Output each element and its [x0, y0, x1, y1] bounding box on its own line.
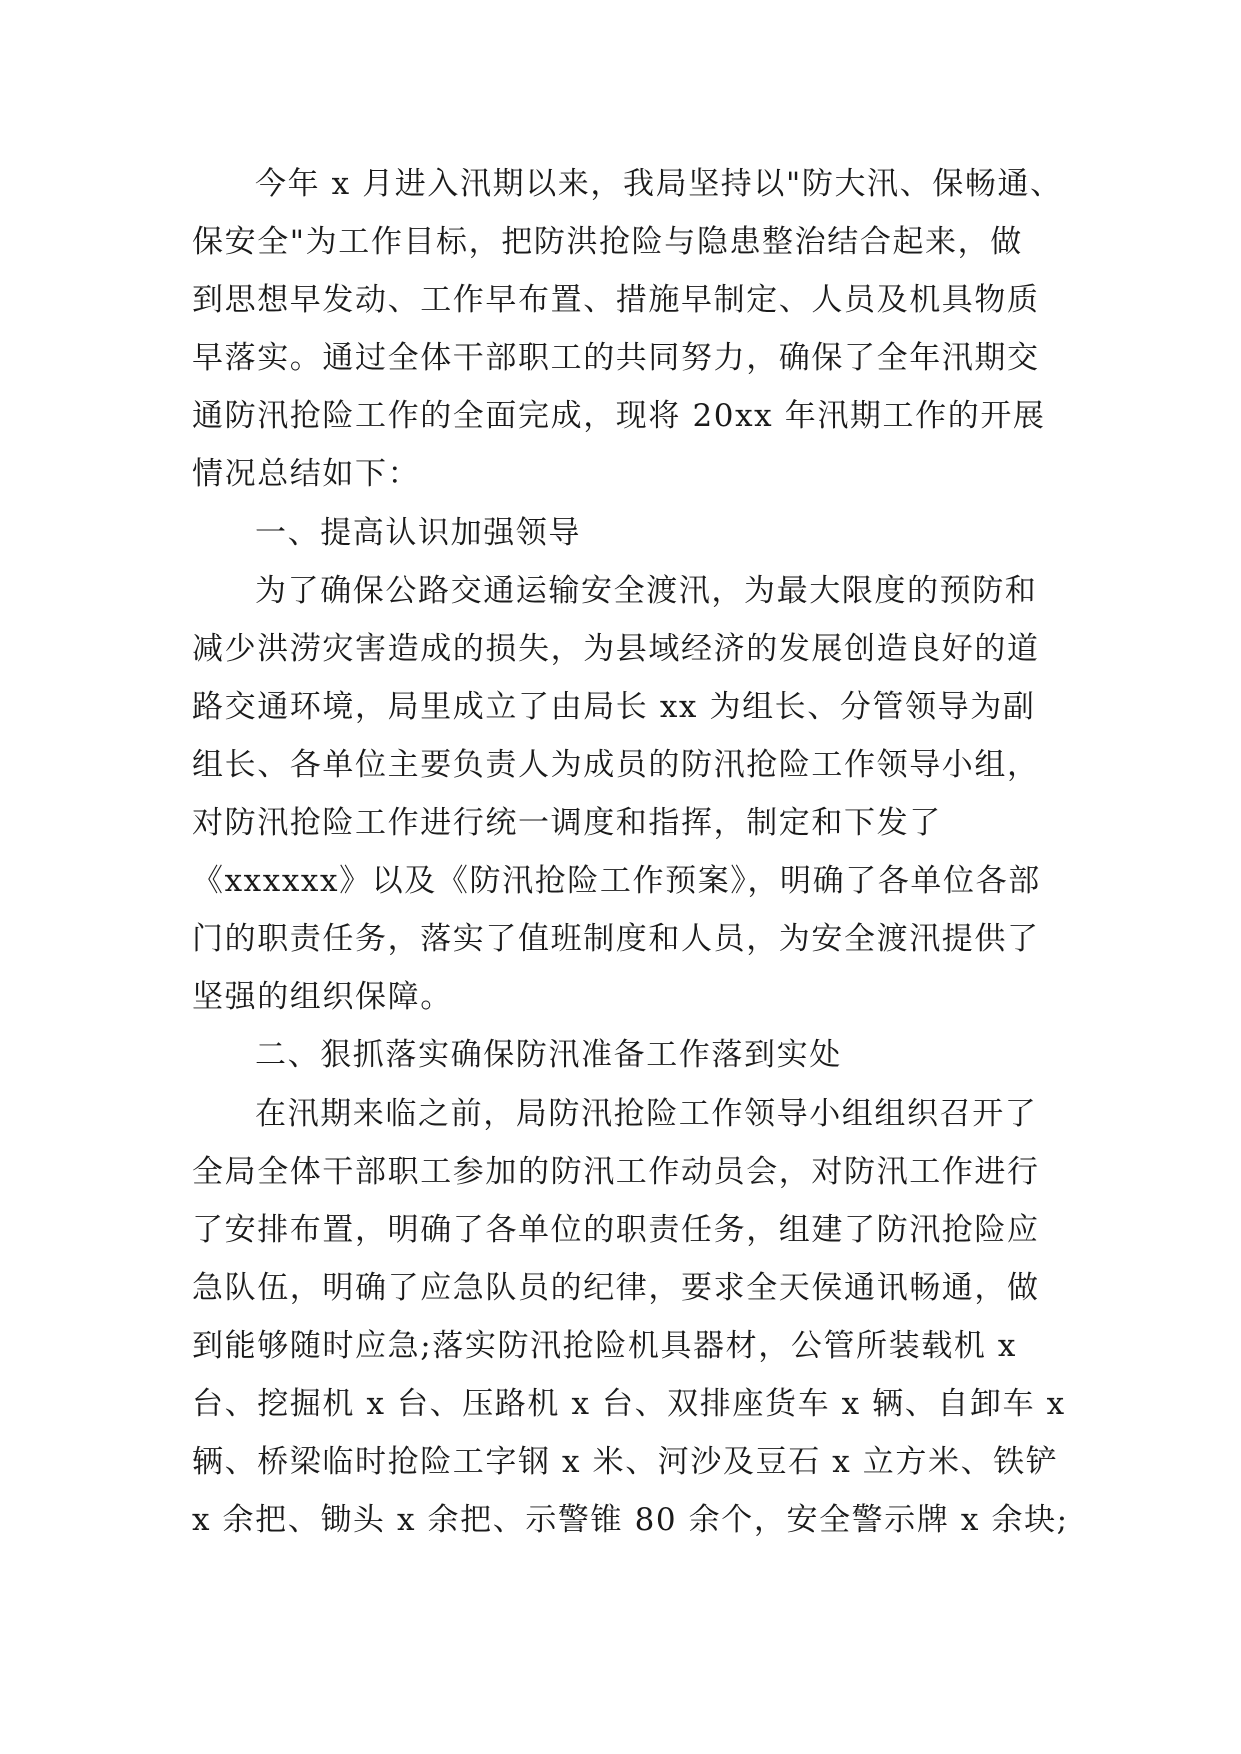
paragraph-line: 到思想早发动、工作早布置、措施早制定、人员及机具物质: [192, 282, 1040, 319]
paragraph-line: x 余把、锄头 x 余把、示警锥 80 余个，安全警示牌 x 余块;: [192, 1502, 1069, 1539]
paragraph-line: 保安全"为工作目标，把防洪抢险与隐患整治结合起来，做: [192, 224, 1023, 261]
paragraph-line: 了安排布置，明确了各单位的职责任务，组建了防汛抢险应: [192, 1211, 1040, 1248]
paragraph-line: 在汛期来临之前，局防汛抢险工作领导小组组织召开了: [255, 1095, 1038, 1132]
paragraph-line: 《xxxxxx》以及《防汛抢险工作预案》，明确了各单位各部: [192, 863, 1041, 900]
paragraph-line: 对防汛抢险工作进行统一调度和指挥，制定和下发了: [192, 805, 942, 842]
body-text: [192, 155, 1069, 1549]
paragraph-line: 到能够随时应急;落实防汛抢险机具器材，公管所装载机 x: [192, 1327, 1017, 1364]
paragraph-line: 通防汛抢险工作的全面完成，现将 20xx 年汛期工作的开展: [192, 398, 1046, 435]
paragraph-line: 全局全体干部职工参加的防汛工作动员会，对防汛工作进行: [192, 1153, 1040, 1190]
paragraph-line: 急队伍，明确了应急队员的纪律，要求全天侯通讯畅通，做: [192, 1269, 1040, 1306]
paragraph-line: 早落实。通过全体干部职工的共同努力，确保了全年汛期交: [192, 340, 1040, 377]
paragraph-line: 台、挖掘机 x 台、压路机 x 台、双排座货车 x 辆、自卸车 x: [192, 1385, 1066, 1422]
paragraph-line: 辆、桥梁临时抢险工字钢 x 米、河沙及豆石 x 立方米、铁铲: [192, 1444, 1059, 1481]
paragraph-line: 组长、各单位主要负责人为成员的防汛抢险工作领导小组，: [192, 746, 1040, 783]
paragraph-line: 今年 x 月进入汛期以来，我局坚持以"防大汛、保畅通、: [255, 166, 1063, 202]
section-heading: 一、提高认识加强领导: [255, 514, 581, 551]
section-heading: 二、狠抓落实确保防汛准备工作落到实处: [255, 1037, 842, 1074]
paragraph-line: 路交通环境，局里成立了由局长 xx 为组长、分管领导为副: [192, 688, 1036, 725]
paragraph-line: 坚强的组织保障。: [192, 979, 453, 1016]
paragraph-line: 减少洪涝灾害造成的损失，为县域经济的发展创造良好的道: [192, 630, 1040, 667]
paragraph-line: 门的职责任务，落实了值班制度和人员，为安全渡汛提供了: [192, 921, 1040, 958]
paragraph-line: 情况总结如下：: [192, 456, 421, 493]
paragraph-line: 为了确保公路交通运输安全渡汛，为最大限度的预防和: [255, 572, 1038, 609]
